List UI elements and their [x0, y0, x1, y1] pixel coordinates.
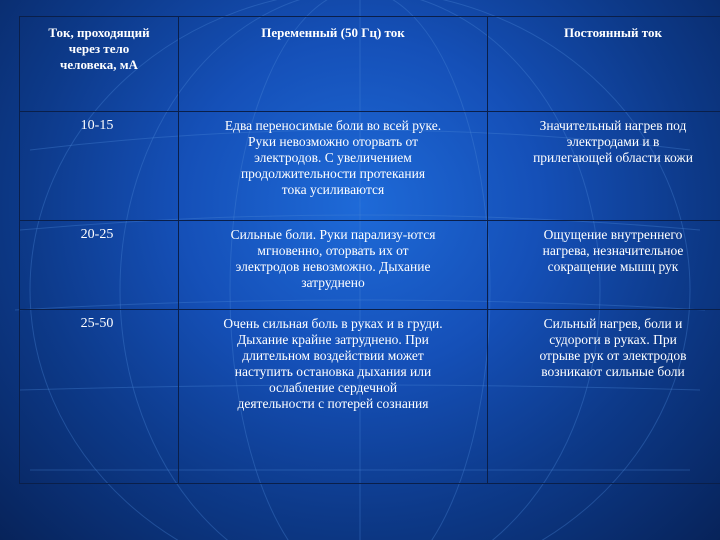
- dc-cell: [488, 221, 720, 310]
- ac-effect-text: Сильные боли. Руки парализу-ются мгновенно, оторвать их от электродов невозможно. Дыхание затруднено: [230, 227, 436, 290]
- header-current: [20, 17, 179, 112]
- current-value: 20-25: [80, 227, 114, 242]
- header-ac-label: Переменный (50 Гц) ток: [261, 25, 405, 40]
- dc-cell: [488, 112, 720, 221]
- header-dc-label: Постоянный ток: [564, 25, 662, 40]
- header-dc: [488, 17, 720, 112]
- table-row: [20, 221, 720, 310]
- ac-effect-text: Едва переносимые боли во всей руке. Руки невозможно оторвать от электродов. С увеличением продолжительности протекания тока усиливаются: [224, 118, 442, 197]
- table-row: [20, 310, 720, 484]
- table-header-row: [20, 17, 720, 112]
- dc-cell: [488, 310, 720, 484]
- current-effects-table: [19, 16, 720, 484]
- header-ac: [179, 17, 488, 112]
- header-current-label: Ток, проходящий через тело человека, мА: [48, 25, 150, 72]
- ac-cell: [179, 221, 488, 310]
- table-row: [20, 112, 720, 221]
- current-value: 10-15: [80, 118, 114, 133]
- dc-effect-text: Значительный нагрев под электродами и в прилегающей области кожи: [533, 118, 693, 165]
- ac-effect-text: Очень сильная боль в руках и в груди. Дыхание крайне затруднено. При длительном воздействии может наступить остановка дыхания или ослабление сердечной деятельности с потерей сознания: [223, 316, 443, 411]
- current-cell: [20, 112, 179, 221]
- dc-effect-text: Сильный нагрев, боли и судороги в руках. При отрыве рук от электродов возникают сильные боли: [539, 316, 687, 379]
- dc-effect-text: Ощущение внутреннего нагрева, незначительное сокращение мышц рук: [542, 227, 684, 274]
- ac-cell: [179, 310, 488, 484]
- current-value: 25-50: [80, 316, 114, 331]
- ac-cell: [179, 112, 488, 221]
- current-cell: [20, 310, 179, 484]
- current-cell: [20, 221, 179, 310]
